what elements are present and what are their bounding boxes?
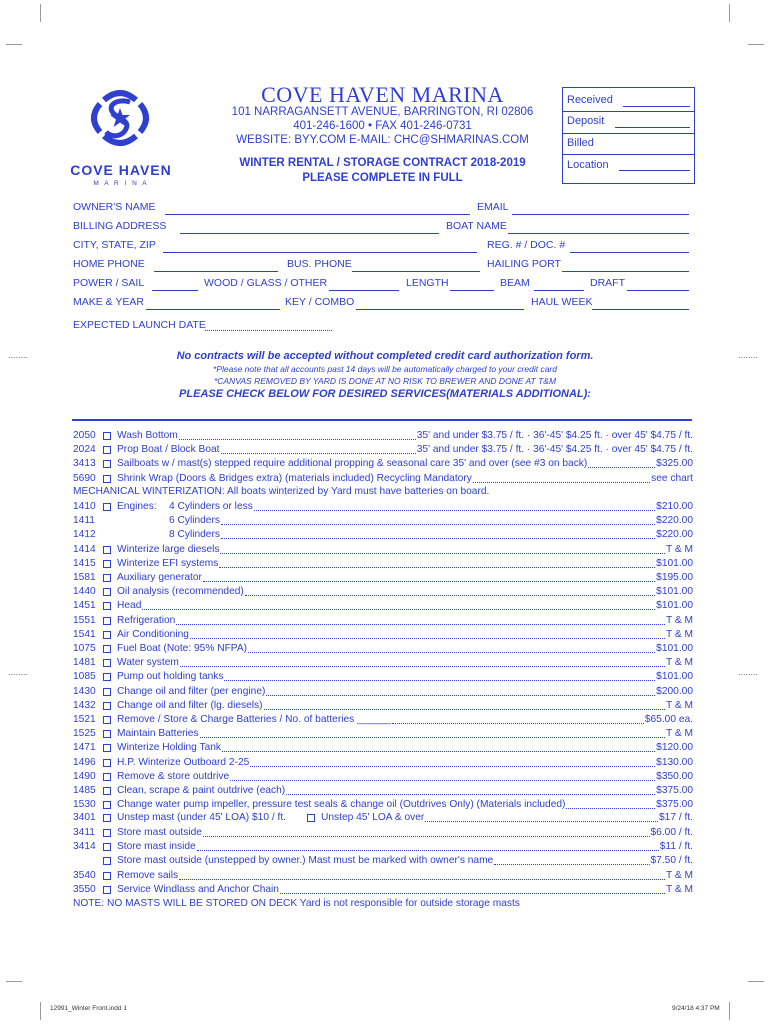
service-desc: Air Conditioning <box>117 628 189 640</box>
service-code: 3414 <box>73 841 96 853</box>
service-row <box>73 685 693 699</box>
service-code: 1415 <box>73 557 96 569</box>
storage-note: NOTE: NO MASTS WILL BE STORED ON DECK Yard is not responsible for outside storage masts <box>73 898 520 909</box>
service-desc: Change oil and filter (lg. diesels) <box>117 699 263 711</box>
service-row <box>73 784 693 798</box>
dot-leader <box>392 713 644 724</box>
dot-leader <box>588 457 655 468</box>
dot-leader <box>286 784 655 795</box>
service-price: T & M <box>666 699 693 711</box>
length-field[interactable] <box>450 290 494 291</box>
service-code: 1481 <box>73 657 96 669</box>
service-code: 1085 <box>73 671 96 683</box>
service-code: 1541 <box>73 628 96 640</box>
credit-card-notice: No contracts will be accepted without completed credit card authorization form. <box>176 350 594 362</box>
dot-leader <box>190 628 665 639</box>
service-code: 1490 <box>73 770 96 782</box>
service-price: $375.00 <box>656 785 693 796</box>
haul-week-field[interactable] <box>592 309 689 310</box>
launch-date-field[interactable] <box>205 330 332 331</box>
service-checkbox[interactable] <box>103 787 111 795</box>
service-checkbox[interactable] <box>103 872 111 880</box>
service-checkbox[interactable] <box>103 801 111 809</box>
service-row <box>73 500 693 514</box>
service-desc: Remove & store outdrive <box>117 770 230 782</box>
dot-leader <box>221 528 655 539</box>
service-price: $350.00 <box>656 770 693 782</box>
service-checkbox[interactable] <box>103 702 111 710</box>
service-row <box>73 727 693 741</box>
service-desc: Oil analysis (recommended) <box>117 586 244 598</box>
dot-leader <box>473 472 650 483</box>
dot-leader <box>245 585 655 596</box>
service-code: 3401 <box>73 812 96 823</box>
marina-logo-icon <box>86 84 154 152</box>
dot-leader <box>264 699 665 710</box>
service-desc: Store mast outside (unstepped by owner.) Mast must be marked with owner's name <box>117 855 494 867</box>
service-price: $101.00 <box>656 643 693 654</box>
service-checkbox[interactable] <box>103 446 111 454</box>
service-price: $130.00 <box>656 756 693 768</box>
service-desc: H.P. Winterize Outboard 2-25 <box>117 756 250 768</box>
service-price: $7.50 / ft. <box>650 855 693 867</box>
footer-date: 9/24/18 4:37 PM <box>672 1005 720 1012</box>
service-desc: Remove sails <box>117 869 179 881</box>
service-row <box>73 826 693 840</box>
service-price: T & M <box>666 614 693 626</box>
logo-wordmark: COVE HAVEN <box>70 162 172 178</box>
service-checkbox[interactable] <box>103 688 111 696</box>
service-checkbox[interactable] <box>103 546 111 554</box>
launch-date-label: EXPECTED LAUNCH DATE <box>73 319 206 331</box>
service-price: T & M <box>666 728 693 740</box>
power-sail-field[interactable] <box>152 290 198 291</box>
service-row <box>73 585 693 599</box>
service-desc: Sailboats w / mast(s) stepped require additional propping & seasonal care 35' and over (see #3 on back) <box>117 458 588 470</box>
service-code: 1581 <box>73 572 96 583</box>
service-code: 1414 <box>73 543 96 555</box>
service-price: $101.00 <box>656 586 693 598</box>
service-price: T & M <box>666 883 693 895</box>
dot-leader <box>222 741 655 752</box>
service-code: 3411 <box>73 827 95 838</box>
service-code: 3550 <box>73 883 96 895</box>
service-checkbox[interactable] <box>103 716 111 724</box>
service-code: 1521 <box>73 714 96 725</box>
service-checkbox[interactable] <box>103 773 111 781</box>
service-row <box>73 514 693 528</box>
unstep-mast-row <box>73 811 693 825</box>
service-desc: Pump out holding tanks <box>117 671 224 683</box>
location-field[interactable] <box>619 170 690 171</box>
service-row <box>73 713 693 727</box>
service-row <box>73 557 693 571</box>
service-checkbox[interactable] <box>103 560 111 568</box>
crop-mark <box>6 981 22 982</box>
service-price: $210.00 <box>656 501 693 512</box>
service-price: $195.00 <box>656 572 693 583</box>
service-row <box>73 543 693 557</box>
service-desc: Service Windlass and Anchor Chain <box>117 883 279 895</box>
service-desc: 4 Cylinders or less <box>169 501 253 512</box>
hailing-port-field[interactable] <box>562 271 689 272</box>
service-code: 5690 <box>73 472 96 484</box>
dot-leader <box>224 670 655 681</box>
service-code <box>73 854 103 868</box>
service-row <box>73 770 693 784</box>
dot-leader <box>220 543 665 554</box>
service-desc: Prop Boat / Block Boat <box>117 444 220 456</box>
service-desc: Fuel Boat (Note: 95% NFPA) <box>117 643 248 654</box>
service-row <box>73 571 693 585</box>
dot-leader <box>142 599 655 610</box>
service-desc: 6 Cylinders <box>169 515 220 527</box>
service-price: see chart <box>651 472 693 484</box>
dot-leader <box>219 557 655 568</box>
service-checkbox[interactable] <box>103 588 111 596</box>
service-code: 2024 <box>73 444 96 456</box>
service-price: $220.00 <box>656 529 693 541</box>
crop-mark <box>40 4 41 22</box>
hailing-port-label: HAILING PORT <box>487 258 561 270</box>
service-checkbox[interactable] <box>103 503 111 511</box>
service-row <box>73 443 693 457</box>
service-desc: Winterize large diesels <box>117 543 220 555</box>
section-divider <box>72 419 692 421</box>
office-use-box <box>562 87 695 184</box>
registration-dots: ........ <box>8 350 29 360</box>
service-code: 1451 <box>73 600 96 612</box>
service-code: 1075 <box>73 643 96 654</box>
length-label: LENGTH <box>406 277 449 289</box>
service-checkbox[interactable] <box>103 631 111 639</box>
service-code: 1551 <box>73 614 96 626</box>
complete-note: PLEASE COMPLETE IN FULL <box>302 172 463 184</box>
service-price: $6.00 / ft. <box>650 827 693 838</box>
service-row <box>73 628 693 642</box>
crop-mark <box>748 44 764 45</box>
service-code: 1430 <box>73 685 96 697</box>
marina-web-email: WEBSITE: BYY.COM E-MAIL: CHC@SHMARINAS.COM <box>236 134 529 146</box>
beam-field[interactable] <box>534 290 584 291</box>
reg-doc-field[interactable] <box>570 252 689 253</box>
unstep-under-45-checkbox[interactable] <box>103 814 111 822</box>
service-row <box>73 854 693 868</box>
service-code: 1530 <box>73 799 96 811</box>
contract-title: WINTER RENTAL / STORAGE CONTRACT 2018-2019 <box>239 157 526 169</box>
service-price: $120.00 <box>656 742 693 754</box>
service-code: 3540 <box>73 869 96 881</box>
service-desc: 8 Cylinders <box>169 529 220 541</box>
boat-name-field[interactable] <box>508 233 689 234</box>
service-desc: Store mast outside <box>117 827 202 838</box>
box-divider <box>563 133 694 134</box>
box-divider <box>563 111 694 112</box>
service-price: T & M <box>666 869 693 881</box>
boat-name-label: BOAT NAME <box>446 220 507 232</box>
dot-leader <box>221 443 416 454</box>
service-row <box>73 699 693 713</box>
crop-mark <box>729 4 730 22</box>
service-checkbox[interactable] <box>103 673 111 681</box>
service-desc: Clean, scrape & paint outdrive (each) <box>117 785 286 796</box>
service-code: 1440 <box>73 586 96 598</box>
dot-leader <box>280 883 665 894</box>
dot-leader <box>197 840 659 851</box>
service-desc: Change water pump impeller, pressure test seals & change oil (Outdrives Only) (Materials included) <box>117 799 566 811</box>
footer-file: 12991_Winter Front.indd 1 <box>50 1005 127 1012</box>
service-checkbox[interactable] <box>103 857 111 865</box>
registration-dots: ........ <box>8 667 29 677</box>
wood-glass-label: WOOD / GLASS / OTHER <box>204 277 328 289</box>
service-code: 2050 <box>73 430 96 441</box>
service-desc: Winterize EFI systems <box>117 557 219 569</box>
service-row <box>73 457 693 471</box>
unstep-over-45-checkbox[interactable] <box>307 814 315 822</box>
make-year-label: MAKE & YEAR <box>73 296 144 308</box>
service-desc: Refrigeration <box>117 614 176 626</box>
service-desc: Remove / Store & Charge Batteries / No. of batteries ______ <box>117 714 392 725</box>
service-row <box>73 840 693 854</box>
service-row <box>73 756 693 770</box>
service-row <box>73 614 693 628</box>
service-price: $220.00 <box>656 515 693 527</box>
service-price: 35' and under $3.75 / ft. · 36'-45' $4.25 ft. · over 45' $4.75 / ft. <box>416 430 693 441</box>
dot-leader <box>203 826 650 837</box>
service-price: $11 / ft. <box>659 841 693 853</box>
key-combo-field[interactable] <box>356 309 524 310</box>
received-field[interactable] <box>623 106 690 107</box>
dot-leader <box>203 571 655 582</box>
email-label: EMAIL <box>477 201 509 213</box>
engines-label: Engines: <box>117 501 157 512</box>
service-desc: Change oil and filter (per engine) <box>117 685 266 697</box>
service-checkbox[interactable] <box>103 843 111 851</box>
service-code: 3413 <box>73 458 96 470</box>
service-desc: Store mast inside <box>117 841 196 853</box>
service-row <box>73 869 693 883</box>
wood-glass-field[interactable] <box>329 290 399 291</box>
crop-mark <box>6 44 22 45</box>
canvas-note: *CANVAS REMOVED BY YARD IS DONE AT NO RISK TO BREWER AND DONE AT T&M <box>213 376 557 386</box>
service-price: $17 / ft. <box>659 812 693 823</box>
dot-leader <box>248 642 655 653</box>
services-heading: PLEASE CHECK BELOW FOR DESIRED SERVICES(MATERIALS ADDITIONAL): <box>179 388 591 400</box>
service-desc: Shrink Wrap (Doors & Bridges extra) (materials included) Recycling Mandatory <box>117 472 472 484</box>
draft-field[interactable] <box>627 290 689 291</box>
service-row <box>73 670 693 684</box>
location-label: Location <box>567 159 609 171</box>
dot-leader <box>176 614 665 625</box>
dot-leader <box>179 869 665 880</box>
service-checkbox[interactable] <box>103 829 111 837</box>
deposit-field[interactable] <box>615 127 690 128</box>
service-code: 1496 <box>73 756 96 768</box>
dot-leader <box>425 811 658 822</box>
service-price: T & M <box>666 628 693 640</box>
dot-leader <box>250 756 655 767</box>
service-row <box>73 472 693 486</box>
service-desc: Wash Bottom <box>117 430 178 441</box>
service-price: $65.00 ea. <box>644 714 693 725</box>
service-code: 1525 <box>73 728 96 740</box>
service-row <box>73 599 693 613</box>
marina-address: 101 NARRAGANSETT AVENUE, BARRINGTON, RI 02806 <box>231 106 534 118</box>
service-desc: Auxiliary generator <box>117 572 202 583</box>
billed-label: Billed <box>567 137 594 149</box>
bus-phone-label: BUS. PHONE <box>287 258 352 270</box>
email-field[interactable] <box>512 214 689 215</box>
draft-label: DRAFT <box>590 277 625 289</box>
service-checkbox[interactable] <box>103 460 111 468</box>
service-code: 1412 <box>73 529 96 541</box>
service-price: T & M <box>666 543 693 555</box>
service-price: $325.00 <box>656 458 693 470</box>
service-desc: Water system <box>117 657 179 669</box>
owner-name-field[interactable] <box>165 214 470 215</box>
service-checkbox[interactable] <box>103 659 111 667</box>
dot-leader <box>266 685 655 696</box>
service-code: 1485 <box>73 785 96 796</box>
service-row <box>73 656 693 670</box>
crop-mark <box>748 981 764 982</box>
service-code: 1410 <box>73 501 96 512</box>
service-checkbox[interactable] <box>103 886 111 894</box>
service-checkbox[interactable] <box>103 744 111 752</box>
service-checkbox[interactable] <box>103 617 111 625</box>
dot-leader <box>494 854 649 865</box>
billing-address-field[interactable] <box>180 233 439 234</box>
city-state-zip-field[interactable] <box>163 252 477 253</box>
billing-address-label: BILLING ADDRESS <box>73 220 167 232</box>
dot-leader <box>179 429 416 440</box>
service-desc: Winterize Holding Tank <box>117 742 221 754</box>
service-desc: Unstep mast (under 45' LOA) $10 / ft. <box>117 812 286 823</box>
service-desc: Unstep 45' LOA & over <box>321 812 425 823</box>
received-label: Received <box>567 94 613 106</box>
dot-leader <box>566 798 655 809</box>
service-checkbox[interactable] <box>103 730 111 738</box>
service-row <box>73 883 693 897</box>
dot-leader <box>180 656 665 667</box>
mech-heading: MECHANICAL WINTERIZATION: All boats winterized by Yard must have batteries on board. <box>73 486 490 497</box>
service-row <box>73 741 693 755</box>
service-desc: Head <box>117 600 142 612</box>
crop-mark <box>40 1002 41 1020</box>
service-checkbox[interactable] <box>103 602 111 610</box>
haul-week-label: HAUL WEEK <box>531 296 593 308</box>
service-checkbox[interactable] <box>103 759 111 767</box>
service-checkbox[interactable] <box>103 475 111 483</box>
beam-label: BEAM <box>500 277 530 289</box>
marina-phone-fax: 401-246-1600 • FAX 401-246-0731 <box>293 120 472 132</box>
box-divider <box>563 154 694 155</box>
service-checkbox[interactable] <box>103 574 111 582</box>
dot-leader <box>221 514 655 525</box>
service-price: $101.00 <box>656 557 693 569</box>
service-price: $101.00 <box>656 671 693 683</box>
owner-name-label: OWNER'S NAME <box>73 201 156 213</box>
home-phone-label: HOME PHONE <box>73 258 145 270</box>
service-row <box>73 528 693 542</box>
service-row <box>73 642 693 656</box>
crop-mark <box>729 1002 730 1020</box>
city-state-zip-label: CITY, STATE, ZIP <box>73 239 156 251</box>
marina-name: COVE HAVEN MARINA <box>261 82 504 107</box>
logo-subtext: M A R I N A <box>93 180 149 187</box>
service-price: 35' and under $3.75 / ft. · 36'-45' $4.25 ft. · over 45' $4.75 / ft. <box>416 444 693 456</box>
reg-doc-label: REG. # / DOC. # <box>487 239 566 251</box>
home-phone-field[interactable] <box>154 271 278 272</box>
make-year-field[interactable] <box>146 309 280 310</box>
service-price: T & M <box>666 657 693 669</box>
service-code: 1432 <box>73 699 96 711</box>
deposit-label: Deposit <box>567 115 605 127</box>
dot-leader <box>254 500 655 511</box>
key-combo-label: KEY / COMBO <box>285 296 355 308</box>
service-price: $375.00 <box>656 799 693 811</box>
registration-dots: ........ <box>738 350 759 360</box>
service-row <box>73 429 693 443</box>
dot-leader <box>230 770 655 781</box>
service-checkbox[interactable] <box>103 432 111 440</box>
power-sail-label: POWER / SAIL <box>73 277 145 289</box>
service-desc: Maintain Batteries <box>117 728 199 740</box>
service-price: $101.00 <box>656 600 693 612</box>
service-code: 1471 <box>73 742 96 754</box>
service-price: $200.00 <box>656 685 693 697</box>
bus-phone-field[interactable] <box>352 271 480 272</box>
auto-charge-note: *Please note that all accounts past 14 days will be automatically charged to your credit card <box>213 364 557 374</box>
dot-leader <box>200 727 665 738</box>
registration-dots: ........ <box>738 667 759 677</box>
service-code: 1411 <box>73 515 95 527</box>
service-checkbox[interactable] <box>103 645 111 653</box>
